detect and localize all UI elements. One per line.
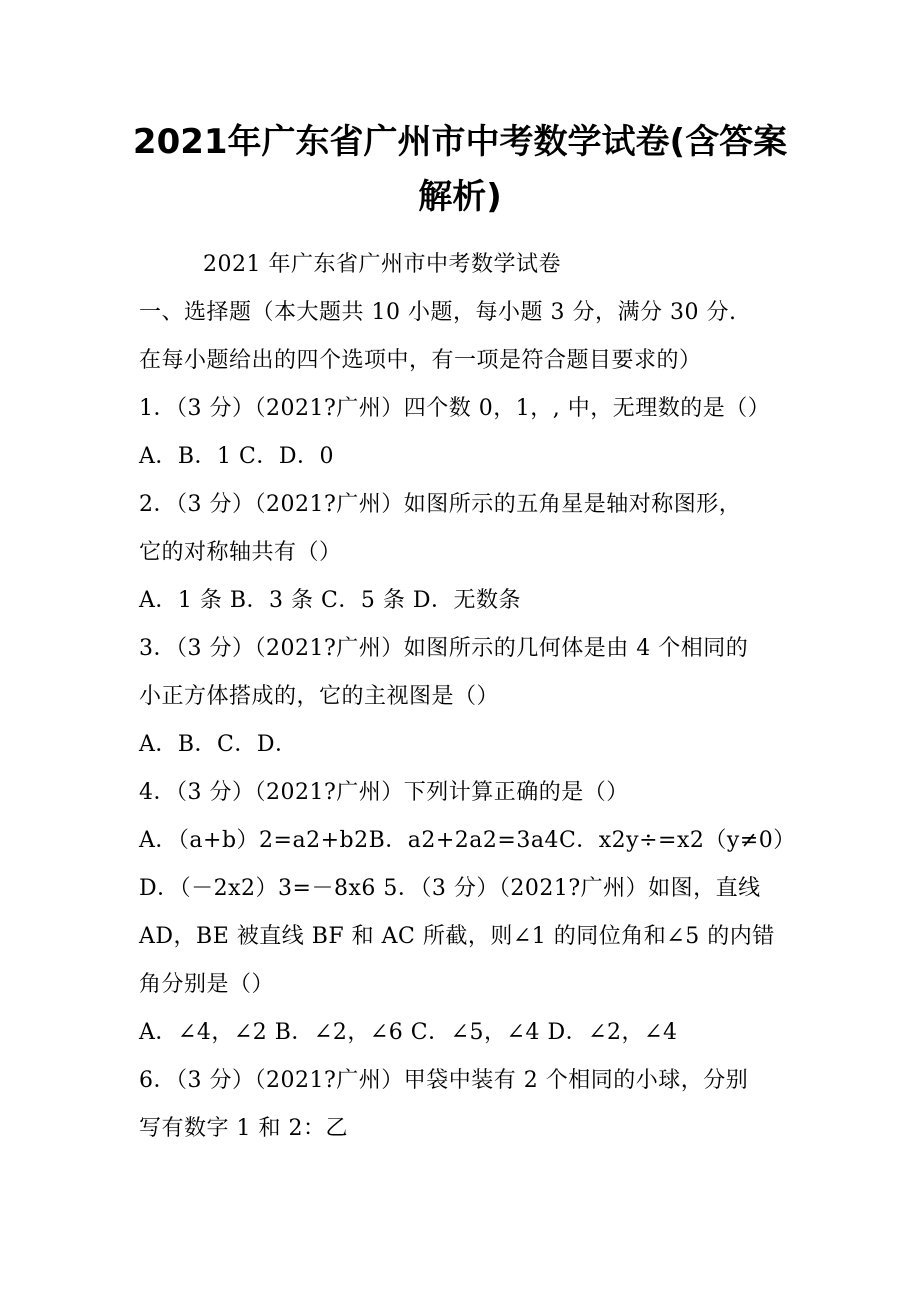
question-2-continued: 它的对称轴共有（） — [139, 540, 342, 565]
question-1: 1．（3 分）（2021?广州）四个数 0，1，, 中，无理数的是（） — [139, 396, 771, 421]
question-2: 2．（3 分）（2021?广州）如图所示的五角星是轴对称图形， — [139, 492, 742, 517]
question-4-options: A．（a+b）2=a2+b2B．a2+2a2=3a4C．x2y÷=x2（y≠0） — [139, 828, 796, 853]
question-3-continued: 小正方体搭成的，它的主视图是（） — [139, 684, 500, 709]
question-5-continued-2: 角分别是（） — [139, 972, 275, 997]
question-4-option-d-question-5: D．（－2x2）3=－8x6 5．（3 分）（2021?广州）如图，直线 — [139, 876, 761, 901]
section-heading-continued: 在每小题给出的四个选项中，有一项是符合题目要求的） — [139, 348, 702, 373]
question-6: 6．（3 分）（2021?广州）甲袋中装有 2 个相同的小球，分别 — [139, 1068, 749, 1093]
question-5-options: A．∠4，∠2 B．∠2，∠6 C．∠5，∠4 D．∠2，∠4 — [139, 1020, 678, 1045]
question-1-options: A．B．1 C．D．0 — [139, 444, 335, 469]
question-3-options: A．B．C．D． — [139, 732, 298, 757]
question-3: 3．（3 分）（2021?广州）如图所示的几何体是由 4 个相同的 — [139, 636, 749, 661]
question-2-options: A．1 条 B．3 条 C．5 条 D．无数条 — [139, 588, 521, 613]
exam-subtitle: 2021 年广东省广州市中考数学试卷 — [203, 252, 561, 277]
question-5-continued: AD，BE 被直线 BF 和 AC 所截，则∠1 的同位角和∠5 的内错 — [139, 924, 775, 949]
document-title-line-2: 解析) — [418, 177, 502, 217]
section-heading: 一、选择题（本大题共 10 小题，每小题 3 分，满分 30 分. — [139, 300, 737, 325]
question-4: 4．（3 分）（2021?广州）下列计算正确的是（） — [139, 780, 629, 805]
document-title-line-1: 2021年广东省广州市中考数学试卷(含答案 — [132, 122, 788, 162]
question-6-continued: 写有数字 1 和 2：乙 — [139, 1116, 348, 1141]
